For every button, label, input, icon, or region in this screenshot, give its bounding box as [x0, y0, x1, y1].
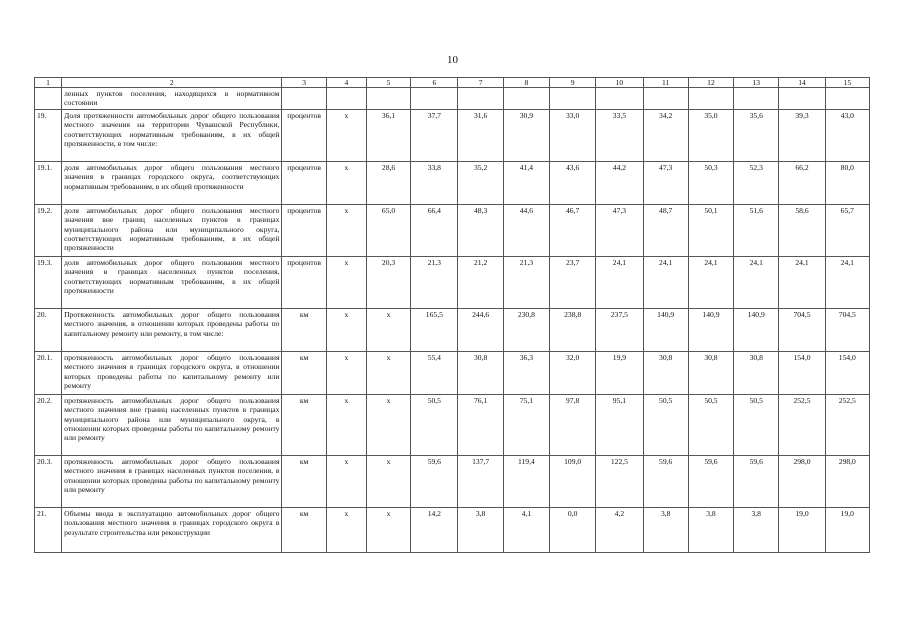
column-number-header: 2: [62, 78, 282, 88]
value-cell: 30,8: [688, 351, 733, 394]
value-cell: 21,3: [503, 256, 549, 308]
value-cell: х: [326, 351, 366, 394]
column-number-header: 13: [734, 78, 779, 88]
value-cell: 43,0: [825, 109, 869, 161]
value-cell: 52,3: [734, 161, 779, 204]
unit-cell: [282, 88, 326, 110]
value-cell: х: [366, 394, 410, 455]
table-row: [35, 256, 870, 308]
page-number: 10: [447, 54, 458, 66]
value-cell: 24,1: [825, 256, 869, 308]
value-cell: 24,1: [779, 256, 825, 308]
value-cell: 66,4: [411, 204, 458, 256]
value-cell: х: [326, 204, 366, 256]
value-cell: 59,6: [734, 455, 779, 507]
value-cell: х: [366, 308, 410, 351]
value-cell: 47,3: [596, 204, 643, 256]
column-number-header: 5: [366, 78, 410, 88]
table-row: [35, 109, 870, 161]
value-cell: 30,9: [503, 109, 549, 161]
indicator-description: протяженность автомобильных дорог общего пользования местного значения в границах городского округа, в отношении которых проведены работы по капитальному ремонту или ремонту: [62, 351, 282, 394]
value-cell: 50,5: [734, 394, 779, 455]
value-cell: 37,7: [411, 109, 458, 161]
value-cell: 50,5: [411, 394, 458, 455]
value-cell: 3,8: [643, 507, 688, 552]
column-number-header: 6: [411, 78, 458, 88]
value-cell: 109,0: [550, 455, 596, 507]
value-cell: 165,5: [411, 308, 458, 351]
row-number: [35, 88, 62, 110]
value-cell: 50,5: [688, 394, 733, 455]
value-cell: 30,8: [643, 351, 688, 394]
column-number-header: 10: [596, 78, 643, 88]
value-cell: 39,3: [779, 109, 825, 161]
value-cell: 119,4: [503, 455, 549, 507]
value-cell: 19,0: [779, 507, 825, 552]
indicator-description: протяженность автомобильных дорог общего пользования местного значения вне границ населенных пунктов в границах муниципального района или муниципального округа, в отношении которых проведены работы по капитальному ремонту или ремонту: [62, 394, 282, 455]
value-cell: 33,0: [550, 109, 596, 161]
value-cell: х: [326, 109, 366, 161]
value-cell: 14,2: [411, 507, 458, 552]
value-cell: 154,0: [779, 351, 825, 394]
column-number-header: 14: [779, 78, 825, 88]
value-cell: 21,3: [411, 256, 458, 308]
value-cell: 238,8: [550, 308, 596, 351]
indicator-description: доля автомобильных дорог общего пользования местного значения в границах городского округа, соответствующих нормативным требованиям, в их общей протяженности: [62, 161, 282, 204]
value-cell: 44,6: [503, 204, 549, 256]
column-number-header: 8: [503, 78, 549, 88]
value-cell: 34,2: [643, 109, 688, 161]
row-number: 20.3.: [35, 455, 62, 507]
value-cell: 50,5: [643, 394, 688, 455]
value-cell: 704,5: [825, 308, 869, 351]
value-cell: 97,8: [550, 394, 596, 455]
column-number-header: 1: [35, 78, 62, 88]
value-cell: 46,7: [550, 204, 596, 256]
value-cell: [550, 88, 596, 110]
value-cell: 59,6: [643, 455, 688, 507]
value-cell: 33,5: [596, 109, 643, 161]
unit-cell: км: [282, 308, 326, 351]
row-number: 20.2.: [35, 394, 62, 455]
row-number: 19.: [35, 109, 62, 161]
row-number: 21.: [35, 507, 62, 552]
indicator-description: ленных пунктов поселения, находящихся в нормативном состоянии: [62, 88, 282, 110]
value-cell: 58,6: [779, 204, 825, 256]
value-cell: 66,2: [779, 161, 825, 204]
value-cell: 55,4: [411, 351, 458, 394]
value-cell: 76,1: [458, 394, 503, 455]
column-number-header: 4: [326, 78, 366, 88]
table-row: [35, 161, 870, 204]
value-cell: 244,6: [458, 308, 503, 351]
indicator-description: протяженность автомобильных дорог общего пользования местного значения в границах населенных пунктов поселения, в отношении которых проведены работы по капитальному ремонту или ремонту: [62, 455, 282, 507]
value-cell: 95,1: [596, 394, 643, 455]
table-row: [35, 394, 870, 455]
value-cell: 36,1: [366, 109, 410, 161]
value-cell: 3,8: [458, 507, 503, 552]
column-number-header: 12: [688, 78, 733, 88]
value-cell: 43,6: [550, 161, 596, 204]
value-cell: 19,9: [596, 351, 643, 394]
row-number: 20.1.: [35, 351, 62, 394]
indicator-description: Объемы ввода в эксплуатацию автомобильных дорог общего пользования местного значения в границах городского округа в результате строительства или реконструкции: [62, 507, 282, 552]
value-cell: 28,6: [366, 161, 410, 204]
value-cell: х: [326, 256, 366, 308]
value-cell: 122,5: [596, 455, 643, 507]
value-cell: 35,6: [734, 109, 779, 161]
value-cell: 24,1: [688, 256, 733, 308]
value-cell: 59,6: [411, 455, 458, 507]
value-cell: 704,5: [779, 308, 825, 351]
value-cell: х: [366, 455, 410, 507]
value-cell: 19,0: [825, 507, 869, 552]
value-cell: 20,3: [366, 256, 410, 308]
value-cell: 23,7: [550, 256, 596, 308]
value-cell: 51,6: [734, 204, 779, 256]
indicator-description: Протяженность автомобильных дорог общего пользования местного значения, в отношении которых проведены работы по капитальному ремонту или ремонту, в том числе:: [62, 308, 282, 351]
value-cell: х: [366, 507, 410, 552]
value-cell: 47,3: [643, 161, 688, 204]
value-cell: х: [326, 394, 366, 455]
value-cell: 3,8: [688, 507, 733, 552]
unit-cell: процентов: [282, 204, 326, 256]
indicators-table: [34, 77, 870, 553]
value-cell: 4,2: [596, 507, 643, 552]
value-cell: 0,0: [550, 507, 596, 552]
indicator-description: доля автомобильных дорог общего пользования местного значения вне границ населенных пунктов в границах муниципального района или муниципального округа, соответствующих нормативным требованиям, в их общей протяженности: [62, 204, 282, 256]
value-cell: 252,5: [779, 394, 825, 455]
value-cell: х: [326, 308, 366, 351]
value-cell: 24,1: [596, 256, 643, 308]
table-row: [35, 204, 870, 256]
value-cell: [503, 88, 549, 110]
column-number-header: 15: [825, 78, 869, 88]
unit-cell: км: [282, 351, 326, 394]
table-row: [35, 351, 870, 394]
value-cell: [643, 88, 688, 110]
value-cell: 252,5: [825, 394, 869, 455]
value-cell: 21,2: [458, 256, 503, 308]
value-cell: 44,2: [596, 161, 643, 204]
value-cell: 48,3: [458, 204, 503, 256]
indicator-description: Доля протяженности автомобильных дорог общего пользования местного значения на территории Чувашской Республики, соответствующих нормативным требованиям, в их общей протяженности, в том числе:: [62, 109, 282, 161]
value-cell: 298,0: [779, 455, 825, 507]
table-row: [35, 455, 870, 507]
value-cell: [688, 88, 733, 110]
value-cell: 237,5: [596, 308, 643, 351]
unit-cell: процентов: [282, 109, 326, 161]
value-cell: [734, 88, 779, 110]
value-cell: [326, 88, 366, 110]
value-cell: 32,0: [550, 351, 596, 394]
value-cell: 33,8: [411, 161, 458, 204]
value-cell: 3,8: [734, 507, 779, 552]
value-cell: 140,9: [734, 308, 779, 351]
unit-cell: процентов: [282, 161, 326, 204]
value-cell: 30,8: [458, 351, 503, 394]
indicator-description: доля автомобильных дорог общего пользования местного значения в границах населенных пунктов поселения, соответствующих нормативным требованиям, в их общей протяженности: [62, 256, 282, 308]
value-cell: 31,6: [458, 109, 503, 161]
value-cell: 154,0: [825, 351, 869, 394]
value-cell: 65,0: [366, 204, 410, 256]
unit-cell: км: [282, 394, 326, 455]
value-cell: 24,1: [734, 256, 779, 308]
value-cell: 137,7: [458, 455, 503, 507]
value-cell: [458, 88, 503, 110]
value-cell: х: [366, 351, 410, 394]
value-cell: 140,9: [688, 308, 733, 351]
value-cell: х: [326, 161, 366, 204]
value-cell: х: [326, 455, 366, 507]
row-number: 20.: [35, 308, 62, 351]
value-cell: 41,4: [503, 161, 549, 204]
header-row: [35, 78, 870, 88]
unit-cell: км: [282, 507, 326, 552]
value-cell: 140,9: [643, 308, 688, 351]
value-cell: 4,1: [503, 507, 549, 552]
row-number: 19.2.: [35, 204, 62, 256]
value-cell: [825, 88, 869, 110]
value-cell: 298,0: [825, 455, 869, 507]
row-number: 19.3.: [35, 256, 62, 308]
value-cell: [779, 88, 825, 110]
table-row: [35, 88, 870, 110]
value-cell: 30,8: [734, 351, 779, 394]
table-row: [35, 507, 870, 552]
value-cell: 50,3: [688, 161, 733, 204]
column-number-header: 9: [550, 78, 596, 88]
value-cell: [366, 88, 410, 110]
value-cell: [411, 88, 458, 110]
table-row: [35, 308, 870, 351]
column-number-header: 3: [282, 78, 326, 88]
value-cell: [596, 88, 643, 110]
column-number-header: 7: [458, 78, 503, 88]
unit-cell: процентов: [282, 256, 326, 308]
value-cell: х: [326, 507, 366, 552]
column-number-header: 11: [643, 78, 688, 88]
value-cell: 35,0: [688, 109, 733, 161]
value-cell: 24,1: [643, 256, 688, 308]
row-number: 19.1.: [35, 161, 62, 204]
value-cell: 65,7: [825, 204, 869, 256]
value-cell: 59,6: [688, 455, 733, 507]
value-cell: 80,0: [825, 161, 869, 204]
value-cell: 35,2: [458, 161, 503, 204]
value-cell: 36,3: [503, 351, 549, 394]
value-cell: 48,7: [643, 204, 688, 256]
value-cell: 230,8: [503, 308, 549, 351]
unit-cell: км: [282, 455, 326, 507]
value-cell: 50,1: [688, 204, 733, 256]
value-cell: 75,1: [503, 394, 549, 455]
